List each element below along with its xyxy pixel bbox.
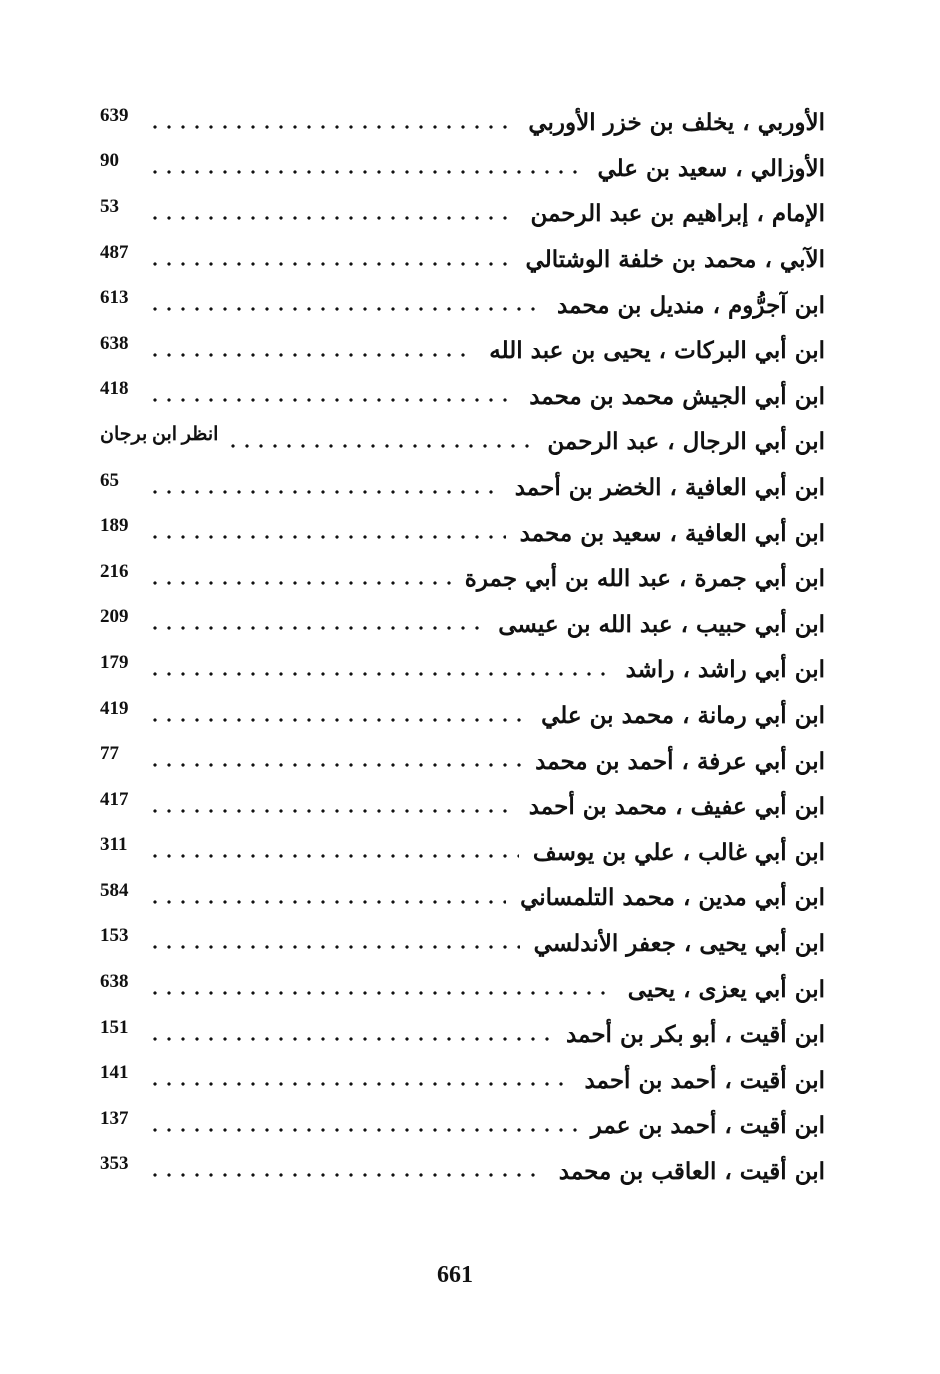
entry-name: ابن أبي يعزى ، يحيى [627,975,825,1003]
entry-page-ref: 638 [100,971,129,993]
entry-page-ref: 613 [100,287,129,309]
entry-name: ابن أبي راشد ، راشد [625,656,825,684]
entry-page-ref: 141 [100,1062,129,1084]
entry-name: ابن أبي جمرة ، عبد الله بن أبي جمرة [464,565,825,593]
index-entry [100,146,825,192]
entry-page-ref: 153 [100,925,129,947]
entry-name: ابن أبي العافية ، سعيد بن محمد [519,519,825,547]
entry-name: الأوربي ، يخلف بن خزر الأوربي [528,109,825,137]
entry-name: الآبي ، محمد بن خلفة الوشتالي [525,246,825,274]
dot-leader [148,669,612,679]
dot-leader [148,487,501,497]
dot-leader [226,441,533,451]
dot-leader [148,623,484,633]
entry-page-ref: 353 [100,1153,129,1175]
entry-page-ref: 216 [100,560,129,582]
dot-leader [148,167,583,177]
index-entry [100,647,825,693]
index-entry [100,921,825,967]
entry-page-ref: انظر ابن برجان [100,424,219,446]
index-entry [100,693,825,739]
dot-leader [148,851,519,861]
entry-page-ref: 137 [100,1107,129,1129]
entry-page-ref: 417 [100,788,129,810]
dot-leader [148,350,475,360]
entry-name: ابن أبي عرفة ، أحمد بن محمد [535,747,825,775]
entry-name: الإمام ، إبراهيم بن عبد الرحمن [530,200,825,228]
entry-name: الأوزالي ، سعيد بن علي [597,154,825,182]
entry-page-ref: 90 [100,150,119,172]
dot-leader [148,395,515,405]
dot-leader [148,715,527,725]
dot-leader [148,122,514,132]
dot-leader [148,988,614,998]
entry-name: ابن أبي الرجال ، عبد الرحمن [547,428,825,456]
dot-leader [148,1170,545,1180]
entry-page-ref: 419 [100,697,129,719]
entry-page-ref: 53 [100,195,119,217]
index-entry [100,1103,825,1149]
index-entry [100,465,825,511]
dot-leader [148,1125,577,1135]
entry-name: ابن أقيت ، أحمد بن أحمد [584,1066,825,1094]
dot-leader [148,897,506,907]
index-entry [100,830,825,876]
index-entry [100,510,825,556]
index-entry [100,374,825,420]
entry-page-ref: 418 [100,378,129,400]
dot-leader [148,213,516,223]
index-entry [100,191,825,237]
dot-leader [148,806,515,816]
entry-name: ابن أقيت ، أبو بكر بن أحمد [565,1021,825,1049]
entry-name: ابن أقيت ، العاقب بن محمد [558,1157,825,1185]
dot-leader [148,259,512,269]
index-entry [100,966,825,1012]
index-list [100,100,825,1194]
entry-name: ابن أبي البركات ، يحيى بن عبد الله [489,337,825,365]
entry-name: ابن أبي غالب ، علي بن يوسف [532,838,825,866]
entry-page-ref: 311 [100,834,128,856]
index-entry [100,602,825,648]
entry-name: ابن آجرُّوم ، منديل بن محمد [556,291,825,319]
entry-page-ref: 209 [100,606,129,628]
entry-name: ابن أبي العافية ، الخضر بن أحمد [514,474,825,502]
entry-name: ابن أبي مدين ، محمد التلمساني [520,884,825,912]
dot-leader [148,1079,570,1089]
index-entry [100,282,825,328]
dot-leader [148,304,543,314]
entry-page-ref: 639 [100,104,129,126]
entry-name: ابن أبي حبيب ، عبد الله بن عيسى [498,610,825,638]
index-entry [100,556,825,602]
entry-page-ref: 189 [100,515,129,537]
dot-leader [148,578,451,588]
entry-name: ابن أبي يحيى ، جعفر الأندلسي [533,929,825,957]
entry-page-ref: 179 [100,651,129,673]
entry-page-ref: 638 [100,332,129,354]
index-entry [100,1012,825,1058]
index-entry [100,328,825,374]
dot-leader [148,1034,552,1044]
entry-page-ref: 584 [100,879,129,901]
index-entry [100,1057,825,1103]
entry-name: ابن أبي رمانة ، محمد بن علي [541,702,825,730]
index-entry [100,1149,825,1195]
entry-name: ابن أقيت ، أحمد بن عمر [590,1112,825,1140]
page-number: 661 [437,1262,473,1288]
index-entry [100,100,825,146]
dot-leader [148,532,506,542]
index-entry [100,875,825,921]
entry-page-ref: 65 [100,469,119,491]
index-entry [100,419,825,465]
dot-leader [148,942,520,952]
entry-name: ابن أبي الجيش محمد بن محمد [529,382,825,410]
entry-page-ref: 151 [100,1016,129,1038]
entry-page-ref: 487 [100,241,129,263]
index-entry [100,237,825,283]
dot-leader [148,760,521,770]
entry-page-ref: 77 [100,743,119,765]
index-entry [100,738,825,784]
index-entry [100,784,825,830]
entry-name: ابن أبي عفيف ، محمد بن أحمد [528,793,825,821]
